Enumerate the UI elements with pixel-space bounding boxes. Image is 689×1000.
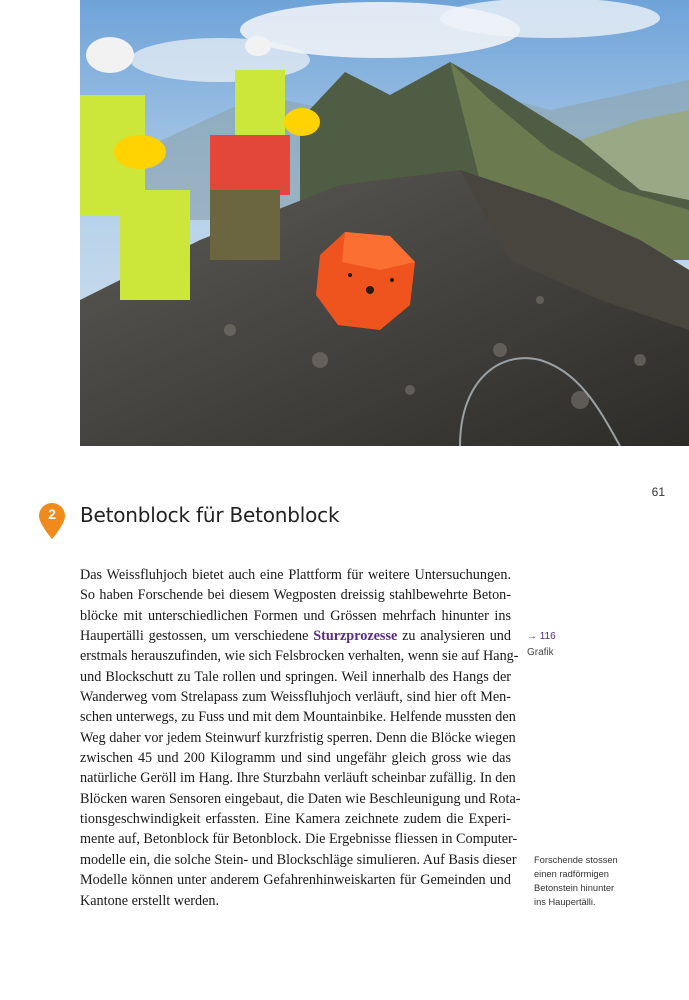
section-marker-badge — [39, 503, 65, 539]
caption-line: einen radförmigen — [534, 869, 609, 879]
page-number: 61 — [651, 485, 665, 499]
body-line-tail: zu analysieren und — [397, 628, 511, 645]
body-line: blöcke mit unterschiedlichen Formen und Grössen mehrfach hinunter ins — [80, 607, 511, 624]
body-line: mente auf, Betonblock für Betonblock. Die Ergebnisse fliessen in Computer- — [80, 831, 518, 848]
section-heading: Betonblock für Betonblock — [80, 503, 340, 527]
photo-caption — [534, 853, 664, 909]
body-line: Kantone erstellt werden. — [80, 892, 220, 909]
body-line: und Blockschutt zu Tale rollen und springen. Weil innerhalb des Hangs der — [80, 668, 511, 685]
mountain-scene-image — [80, 0, 689, 446]
body-line: Weg daher vor jedem Steinwurf kurzfristig sperren. Denn die Blöcke wiegen — [80, 729, 516, 746]
body-line-head: Haupertälli gestossen, um verschiedene — [80, 628, 314, 645]
body-line — [80, 626, 511, 646]
body-line: zwischen 45 und 200 Kilogramm und sind ungefähr gleich gross wie das — [80, 750, 511, 767]
caption-line: ins Haupertälli. — [534, 897, 596, 907]
body-line: Wanderweg vom Strelapass zum Weissfluhjoch verläuft, sind hier oft Men- — [80, 689, 511, 706]
body-line: schen unterwegs, zu Fuss und mit dem Mountainbike. Helfende mussten den — [80, 709, 516, 726]
body-line: Blöcken waren Sensoren eingebaut, die Daten wie Beschleunigung und Rota- — [80, 790, 521, 807]
margin-reference — [527, 629, 556, 661]
body-paragraph — [80, 565, 521, 911]
caption-line: Forschende stossen — [534, 855, 618, 865]
cross-reference-link[interactable]: → 116 — [527, 631, 556, 642]
body-line: erstmals herauszufinden, wie sich Felsbrocken verhalten, wenn sie auf Hang- — [80, 648, 519, 665]
body-line: modelle ein, die solche Stein- und Blockschläge simulieren. Auf Basis dieser — [80, 851, 517, 868]
body-line: natürliche Geröll im Hang. Ihre Sturzbahn verläuft scheinbar zufällig. In den — [80, 770, 516, 787]
body-line: So haben Forschende bei diesem Wegposten dreissig stahlbewehrte Beton- — [80, 587, 511, 604]
term-link-sturzprozesse[interactable]: Sturzprozesse — [313, 628, 398, 645]
body-line: tionsgeschwindigkeit erfassten. Eine Kamera zeichnete zudem die Experi- — [80, 811, 511, 828]
caption-line: Betonstein hinunter — [534, 883, 615, 893]
hero-photo — [80, 0, 689, 446]
body-line: Das Weissfluhjoch bietet auch eine Plattform für weitere Untersuchungen. — [80, 567, 511, 583]
section-number: 2 — [48, 506, 56, 522]
body-line: Modelle können unter anderem Gefahrenhinweiskarten für Gemeinden und — [80, 872, 511, 889]
cross-reference-label: Grafik — [527, 647, 554, 658]
